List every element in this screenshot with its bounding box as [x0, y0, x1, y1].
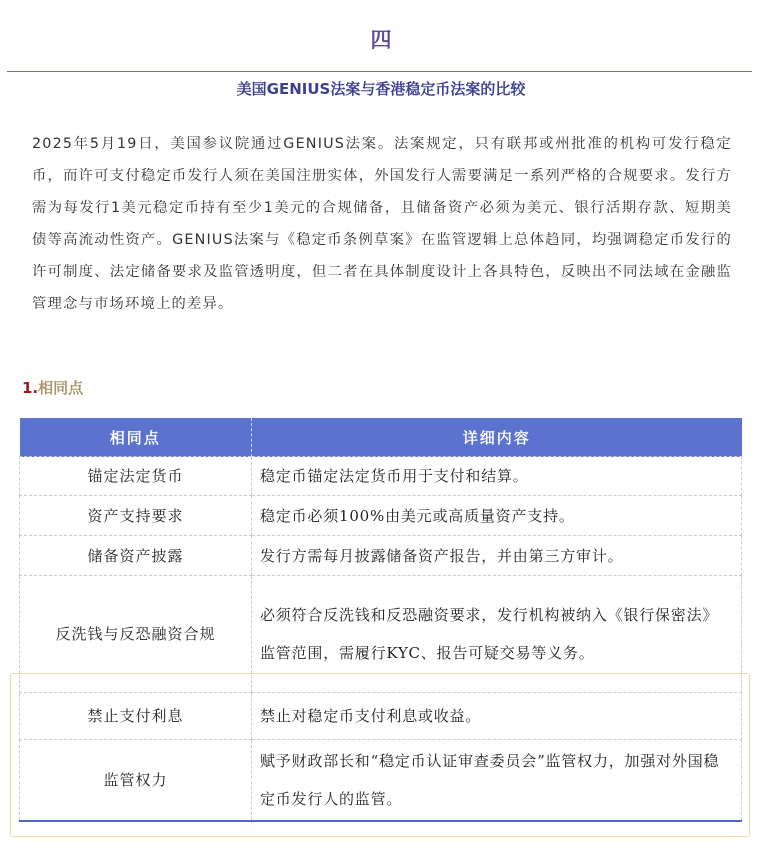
section-heading	[22, 377, 83, 398]
article-subtitle: 美国GENIUS法案与香港稳定币法案的比较	[236, 80, 526, 98]
row-item: 锚定法定货币	[20, 457, 252, 496]
row-item: 资产支持要求	[20, 496, 252, 536]
row-item: 禁止支付利息	[20, 693, 252, 740]
row-detail: 发行方需每月披露储备资产报告，并由第三方审计。	[252, 536, 742, 576]
table-row	[20, 457, 742, 496]
header-similarity: 相同点	[20, 418, 252, 457]
table-header-row	[20, 418, 742, 457]
row-detail: 必须符合反洗钱和反恐融资要求，发行机构被纳入《银行保密法》监管范围，需履行KYC、报告可疑交易等义务。	[252, 576, 742, 693]
row-item: 监管权力	[20, 740, 252, 822]
intro-paragraph: 2025年5月19日，美国参议院通过GENIUS法案。法案规定，只有联邦或州批准的机构可发行稳定币，而许可支付稳定币发行人须在美国注册实体，外国发行人需要满足一系列严格的合规要求。发行方需为每发行1美元稳定币持有至少1美元的合规储备，且储备资产必须为美元、银行活期存款、短期美债等高流动性资产。GENIUS法案与《稳定币条例草案》在监管逻辑上总体趋同，均强调稳定币发行的许可制度、法定储备要求及监管透明度，但二者在具体制度设计上各具特色，反映出不同法域在金融监管理念与市场环境上的差异。	[32, 136, 732, 312]
table-row	[20, 496, 742, 536]
divider-line	[7, 71, 752, 72]
chapter-number: 四	[370, 28, 392, 52]
header-detail: 详细内容	[252, 418, 742, 457]
row-detail: 赋予财政部长和“稳定币认证审查委员会”监管权力，加强对外国稳定币发行人的监管。	[252, 740, 742, 822]
row-item: 反洗钱与反恐融资合规	[20, 576, 252, 693]
section-title: 相同点	[38, 379, 84, 397]
table-row	[20, 693, 742, 740]
row-detail: 禁止对稳定币支付利息或收益。	[252, 693, 742, 740]
table-row	[20, 740, 742, 822]
table-row	[20, 576, 742, 693]
table-row	[20, 536, 742, 576]
row-detail: 稳定币必须100%由美元或高质量资产支持。	[252, 496, 742, 536]
row-item: 储备资产披露	[20, 536, 252, 576]
row-detail: 稳定币锚定法定货币用于支付和结算。	[252, 457, 742, 496]
section-number: 1.	[22, 379, 39, 397]
comparison-table	[19, 418, 742, 822]
